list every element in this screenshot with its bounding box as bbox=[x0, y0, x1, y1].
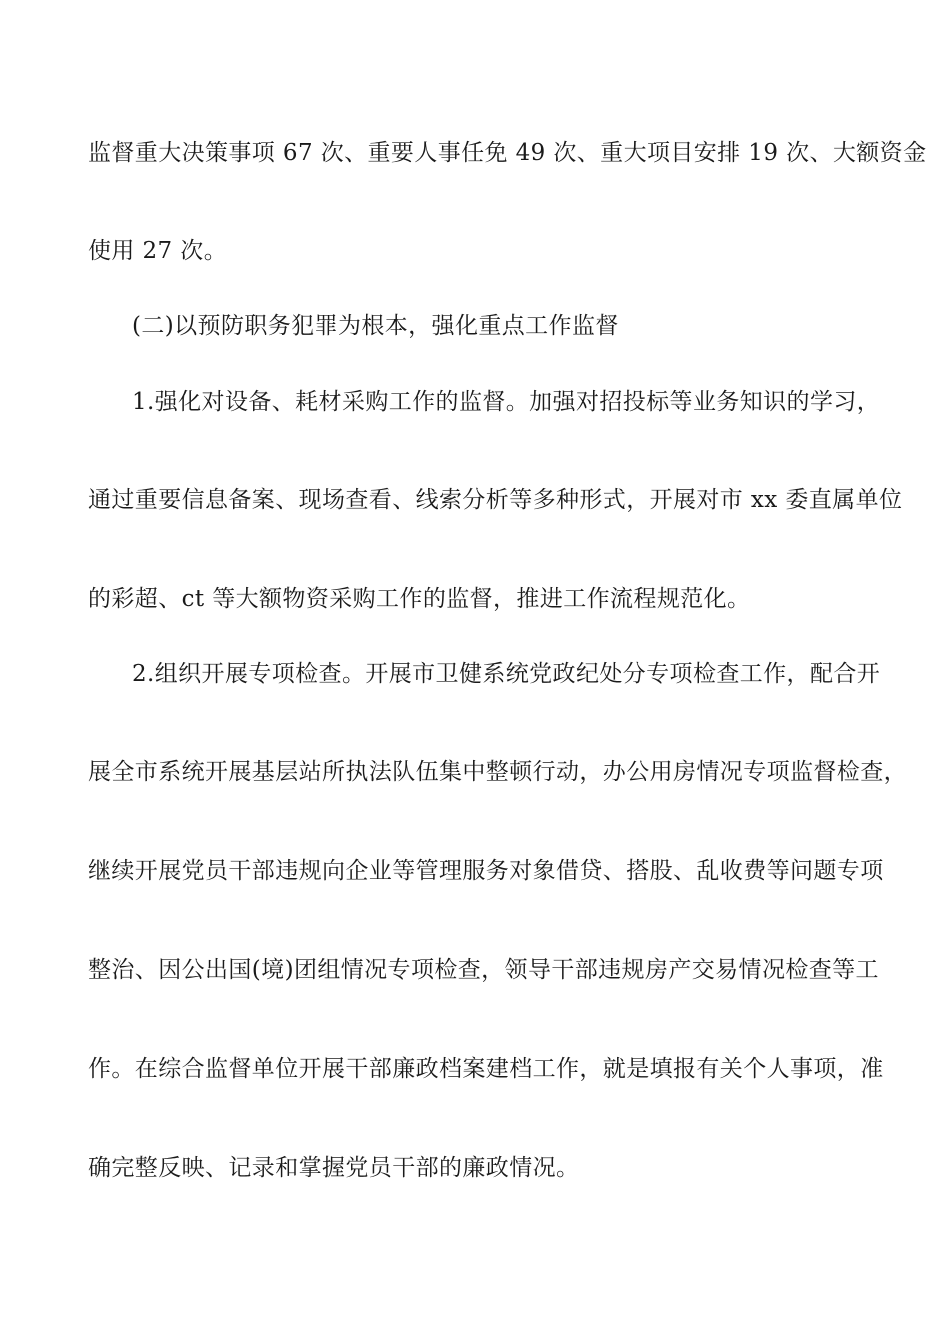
paragraph-line: 通过重要信息备案、现场查看、线索分析等多种形式，开展对市 xx 委直属单位 bbox=[88, 487, 903, 513]
paragraph-line: 作。在综合监督单位开展干部廉政档案建档工作，就是填报有关个人事项，准 bbox=[88, 1056, 884, 1082]
paragraph-line: 确完整反映、记录和掌握党员干部的廉政情况。 bbox=[88, 1155, 580, 1181]
paragraph-line: 展全市系统开展基层站所执法队伍集中整顿行动，办公用房情况专项监督检查， bbox=[88, 759, 907, 785]
paragraph-line: 1.强化对设备、耗材采购工作的监督。加强对招投标等业务知识的学习， bbox=[132, 389, 881, 415]
paragraph-line: 监督重大决策事项 67 次、重要人事任免 49 次、重大项目安排 19 次、大额资金 bbox=[88, 140, 927, 166]
paragraph-line: 继续开展党员干部违规向企业等管理服务对象借贷、搭股、乱收费等问题专项 bbox=[88, 858, 884, 884]
paragraph-line: 使用 27 次。 bbox=[88, 238, 228, 264]
paragraph-line: 2.组织开展专项检查。开展市卫健系统党政纪处分专项检查工作，配合开 bbox=[132, 661, 881, 687]
paragraph-line: 整治、因公出国(境)团组情况专项检查，领导干部违规房产交易情况检查等工 bbox=[88, 957, 879, 983]
paragraph-line: 的彩超、ct 等大额物资采购工作的监督，推进工作流程规范化。 bbox=[88, 586, 751, 612]
section-heading: (二)以预防职务犯罪为根本，强化重点工作监督 bbox=[132, 313, 619, 339]
